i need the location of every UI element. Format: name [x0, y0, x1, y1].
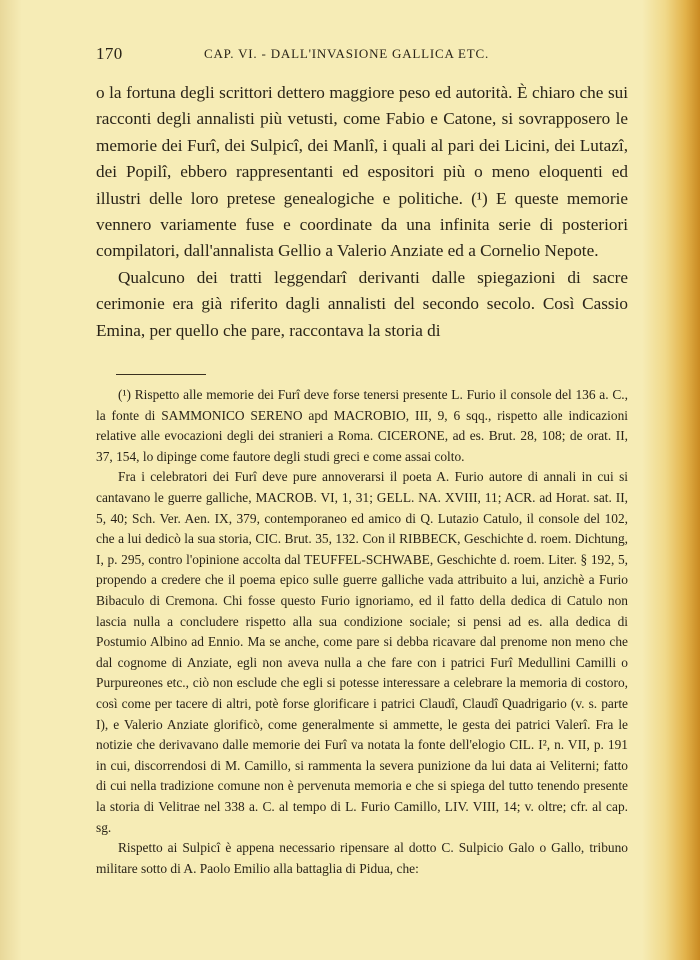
main-text [96, 80, 628, 344]
running-title: CAP. VI. - DALL'INVASIONE GALLICA ETC. [204, 46, 490, 61]
paragraph-1: o la fortuna degli scrittori dettero maggiore peso ed autorità. È chiaro che sui racconti degli annalisti più vetusti, come Fabio e Catone, si sovrapposero le memorie dei Furî, dei Sulpicî, dei Manlî, i quali al pari dei Licini, dei Lutazî, dei Popilî, ebbero rappresentanti ed espositori più o meno eloquenti ed illustri delle loro pretese genealogiche e politiche. (¹) E queste memorie vennero variamente fuse e coordinate da una infinita serie di posteriori compilatori, dall'annalista Gellio a Valerio Anziate ed a Cornelio Nepote. [96, 83, 628, 261]
page-left-edge [0, 0, 22, 960]
page-right-edge [642, 0, 700, 960]
footnote-separator [116, 374, 206, 375]
paragraph-2: Qualcuno dei tratti leggendarî derivanti dalle spiegazioni di sacre cerimonie era già riferito dagli annalisti del secondo secolo. Così Cassio Emina, per quello che pare, raccontava la storia di [96, 267, 628, 340]
page-header [96, 38, 628, 68]
page-number: 170 [96, 44, 123, 63]
footnotes [96, 385, 628, 879]
book-page [96, 38, 628, 879]
footnote-2: Fra i celebratori dei Furî deve pure annoverarsi il poeta A. Furio autore di annali in cui si cantavano le guerre galliche, MACROB. VI, 1, 31; GELL. NA. XVIII, 11; ACR. ad Horat. sat. II, 5, 40; Sch. Ver. Aen. IX, 379, contemporaneo ed amico di Q. Lutazio Catulo, il console del 102, che a lui dedicò la sua storia, CIC. Brut. 35, 132. Con il RIBBECK, Geschichte d. roem. Dichtung, I, p. 295, contro l'opinione accolta dal TEUFFEL-SCHWABE, Geschichte d. roem. Liter. § 192, 5, propendo a credere che il poema epico sulle guerre galliche vada attribuito a lui, anzichè a Furio Bibaculo di Cremona. Chi fosse questo Furio ignoriamo, ed il fatto della dedica di Catulo non lascia nulla a concludere rispetto alla sua condizione sociale; si pensi ad es. alla dedica di Postumio Albino ad Ennio. Ma se anche, come pare si debba ricavare dal prenome non meno che dal cognome di Anziate, egli non aveva nulla a che fare con i patrici Furî Medullini Camilli o Purpureones etc., ciò non esclude che egli si potesse interessare a celebrare la memoria di costoro, così come per tacere di altri, potè forse glorificare i patrici Claudî, Claudî Quadrigario (v. s. parte I), e Valerio Anziate glorificò, come generalmente si ammette, le gesta dei patrici Valerî. Fra le notizie che derivavano dalle memorie dei Furî va notata la fonte dell'elogio CIL. I², n. VII, p. 191 in cui, discorrendosi di M. Camillo, si rammenta la severa punizione da lui data ai Veliterni; fatto di cui nella tradizione comune non è pervenuta memoria e che si spiega del tutto tenendo presente la storia di Velitrae nel 338 a. C. al tempo di L. Furio Camillo, LIV. VIII, 14; v. oltre; cfr. al cap. sg. [96, 469, 628, 835]
footnote-1: (¹) Rispetto alle memorie dei Furî deve forse tenersi presente L. Furio il console del 136 a. C., la fonte di SAMMONICO SERENO apd MACROBIO, III, 9, 6 sqq., rispetto alle indicazioni relative alle evocazioni degli dei stranieri a Roma. CICERONE, ad es. Brut. 28, 108; de orat. II, 37, 154, lo dipinge come fautore degli studi greci e come assai colto. [96, 387, 628, 464]
footnote-3: Rispetto ai Sulpicî è appena necessario ripensare al dotto C. Sulpicio Galo o Gallo, tribuno militare sotto di A. Paolo Emilio alla battaglia di Pidua, che: [96, 840, 628, 876]
